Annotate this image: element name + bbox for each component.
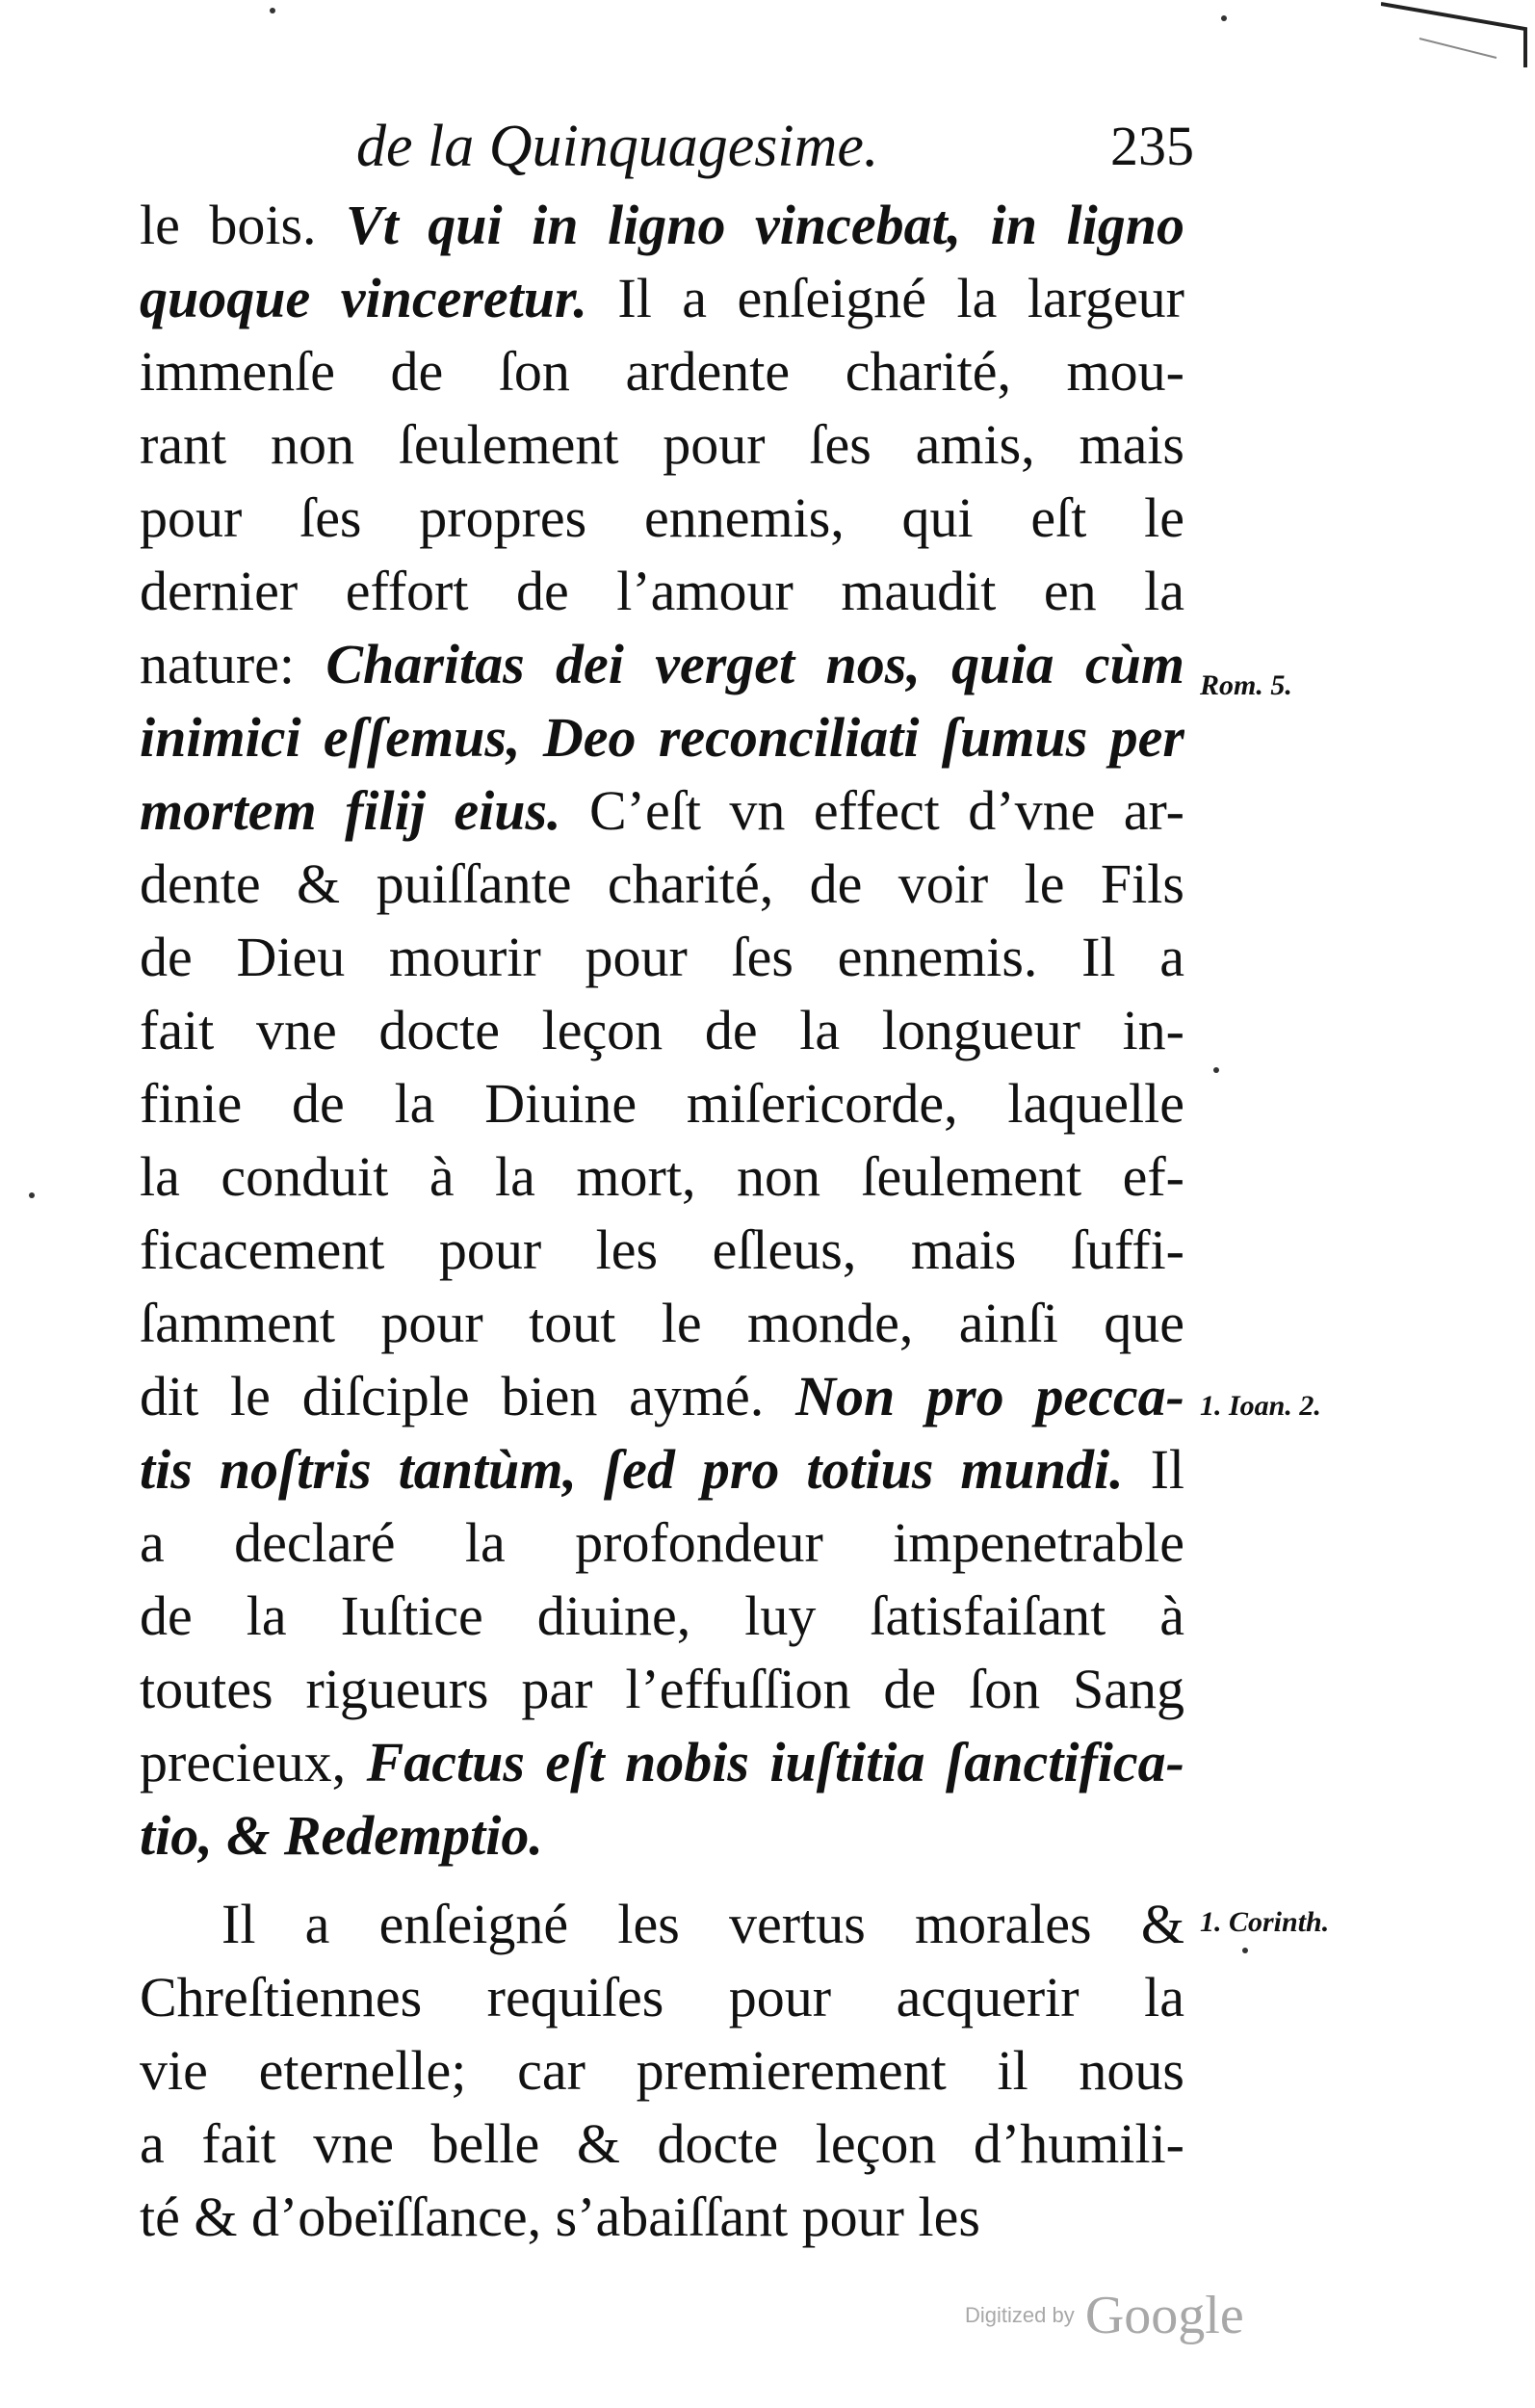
french-text: fait vne docte leçon de la longueur in- (140, 999, 1184, 1061)
text-line (140, 189, 1184, 262)
french-text: nature: (140, 633, 326, 695)
latin-quote: tis noſtris tantùm, ſed pro totius mundi. (140, 1438, 1124, 1501)
text-line (140, 921, 1184, 994)
text-line (140, 774, 1184, 848)
french-text: a declaré la profondeur impenetrable (140, 1511, 1184, 1574)
digitized-watermark (965, 2285, 1244, 2346)
french-text: C’eſt vn effect d’vne ar- (560, 779, 1184, 842)
latin-quote: quoque vinceretur. (140, 267, 587, 329)
latin-quote: Factus eſt nobis iuſtitia ſanctifica- (366, 1731, 1184, 1793)
french-text: de Dieu mourir pour ſes ennemis. Il a (140, 926, 1184, 988)
french-text: la conduit à la mort, non ſeulement ef- (140, 1145, 1184, 1208)
french-text: de la Iuſtice diuine, luy ſatisfaiſant à (140, 1584, 1184, 1647)
text-line (140, 1799, 1184, 1872)
french-text: finie de la Diuine miſericorde, laquelle (140, 1072, 1184, 1135)
text-line (140, 335, 1184, 408)
text-line (140, 1067, 1184, 1140)
text-line (140, 628, 1184, 701)
text-line (140, 1506, 1184, 1580)
running-title: de la Quinquagesime. (356, 114, 879, 179)
speck (29, 1192, 35, 1198)
margin-note-ioan: 1. Ioan. 2. (1200, 1390, 1321, 1422)
latin-quote: Non pro pecca- (795, 1365, 1184, 1427)
text-line (140, 1214, 1184, 1287)
french-text: precieux, (140, 1731, 367, 1793)
french-text: dente & puiſſante charité, de voir le Fils (140, 852, 1184, 915)
text-line (140, 1433, 1184, 1506)
watermark-logo: Google (1084, 2286, 1244, 2345)
text-line (140, 1580, 1184, 1653)
text-line (140, 1287, 1184, 1360)
french-text: le bois. (140, 194, 347, 256)
text-line (140, 482, 1184, 555)
french-text: a fait vne belle & docte leçon d’humili- (140, 2112, 1184, 2175)
french-text: dernier effort de l’amour maudit en la (140, 560, 1184, 622)
text-line (140, 1726, 1184, 1799)
text-line (140, 2181, 1184, 2254)
text-line (140, 262, 1184, 335)
french-text: rant non ſeulement pour ſes amis, mais (140, 413, 1184, 476)
french-text: immenſe de ſon ardente charité, mou- (140, 340, 1184, 403)
speck (1242, 1948, 1248, 1953)
text-line (140, 1888, 1184, 1961)
latin-quote: inimici eſſemus, Deo reconciliati ſumus per (140, 706, 1184, 769)
text-line (140, 1961, 1184, 2034)
speck (1213, 1067, 1219, 1073)
text-line (140, 555, 1184, 628)
french-text: pour ſes propres ennemis, qui eſt le (140, 486, 1184, 549)
french-text: dit le diſciple bien aymé. (140, 1365, 796, 1427)
page-corner-mark (1381, 0, 1535, 87)
latin-quote: Charitas dei verget nos, quia cùm (325, 633, 1184, 695)
margin-note-rom: Rom. 5. (1200, 669, 1292, 701)
text-line (140, 701, 1184, 774)
text-line (140, 408, 1184, 482)
latin-quote: Vt qui in ligno vincebat, in ligno (346, 194, 1184, 256)
text-line (140, 2034, 1184, 2107)
latin-quote: tio, & Redemptio. (140, 1804, 543, 1867)
latin-quote: mortem filij eius. (140, 779, 561, 842)
speck (270, 8, 275, 13)
body-text (140, 189, 1184, 2254)
french-text: té & d’obeïſſance, s’abaiſſant pour les (140, 2186, 980, 2248)
french-text: vie eternelle; car premierement il nous (140, 2039, 1184, 2102)
french-text: ficacement pour les eſleus, mais ſuffi- (140, 1218, 1184, 1281)
text-line (140, 1360, 1184, 1433)
text-line (140, 848, 1184, 921)
french-text: toutes rigueurs par l’effuſſion de ſon Sang (140, 1658, 1184, 1720)
watermark-small-text: Digitized by (965, 2303, 1075, 2327)
text-line (140, 2107, 1184, 2181)
page-number: 235 (1110, 115, 1194, 177)
french-text: ſamment pour tout le monde, ainſi que (140, 1292, 1184, 1354)
page-header (347, 108, 1194, 185)
text-line (140, 1653, 1184, 1726)
french-text: Chreſtiennes requiſes pour acquerir la (140, 1966, 1184, 2028)
french-text: Il (1123, 1438, 1184, 1501)
french-text: Il a enſeigné les vertus morales & (221, 1893, 1184, 1955)
text-line (140, 994, 1184, 1067)
margin-note-corinth: 1. Corinth. (1200, 1906, 1330, 1938)
speck (1221, 15, 1227, 21)
text-line (140, 1140, 1184, 1214)
french-text: Il a enſeigné la largeur (586, 267, 1184, 329)
